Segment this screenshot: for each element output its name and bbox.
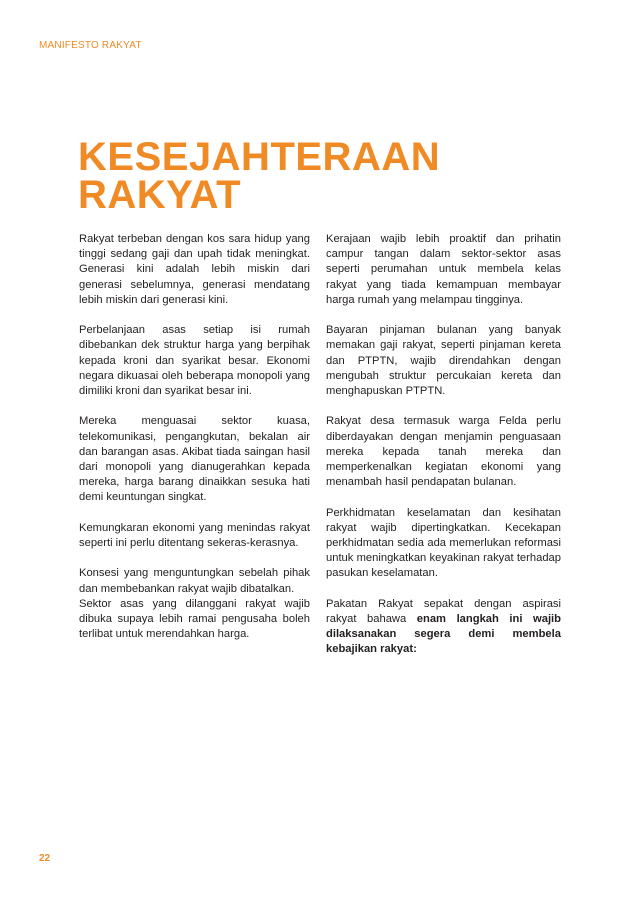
page-number: 22: [39, 853, 51, 864]
paragraph: Perkhidmatan keselamatan dan kesihatan rakyat wajib dipertingkatkan. Kecekapan perkhidmatan sedia ada memerlukan reformasi untuk meningkatkan keyakinan rakyat terhadap pasukan keselamatan.: [326, 506, 561, 580]
page-title-line-1: KESEJAHTERAAN: [78, 135, 441, 179]
paragraph: Rakyat desa termasuk warga Felda perlu diberdayakan dengan menjamin penguasaan mereka kepada tanah mereka dan memperkenalkan kegiatan ekonomi yang menambah hasil pendapatan bulanan.: [326, 415, 561, 489]
closing-intro: Pakatan Rakyat sepakat dengan aspirasi rakyat bahawa: [326, 597, 561, 626]
paragraph: Kemungkaran ekonomi yang menindas rakyat seperti ini perlu ditentang sekeras-kerasnya.: [79, 521, 310, 550]
left-column: [79, 232, 310, 658]
closing-paragraph: [326, 597, 561, 658]
closing-emphasis: enam langkah ini wajib dilaksanakan segera demi membela kebajikan rakyat:: [326, 613, 561, 656]
running-header: MANIFESTO RAKYAT: [39, 40, 142, 51]
page-title: [78, 135, 498, 217]
right-column: [326, 232, 561, 673]
paragraph: Sektor asas yang dilanggani rakyat wajib dibuka supaya lebih ramai pengusaha boleh terlibat untuk merendahkan harga.: [79, 597, 310, 641]
paragraph: Rakyat terbeban dengan kos sara hidup yang tinggi sedang gaji dan upah tidak meningkat. Generasi kini adalah lebih miskin dari generasi sebelumnya, generasi mendatang lebih miskin dari generasi kini.: [79, 233, 310, 306]
paragraph: Perbelanjaan asas setiap isi rumah dibebankan dek struktur harga yang berpihak kepada kroni dan syarikat besar. Ekonomi negara dikuasai oleh beberapa monopoli yang dimiliki kroni dan syarikat besar ini.: [79, 324, 310, 398]
paragraph: Konsesi yang menguntungkan sebelah pihak dan membebankan rakyat wajib dibatalkan.: [79, 567, 310, 595]
paragraph: Kerajaan wajib lebih proaktif dan prihatin campur tangan dalam sektor-sektor asas seperti perumahan untuk membela kelas rakyat yang tiada kemampuan membayar harga rumah yang melampau tingginya.: [326, 233, 561, 306]
page-title-line-2: RAKYAT: [78, 173, 242, 217]
paragraph: Bayaran pinjaman bulanan yang banyak memakan gaji rakyat, seperti pinjaman kereta dan PTPTN, wajib direndahkan dengan mengubah struktur percukaian kereta dan menghapuskan PTPTN.: [326, 324, 561, 398]
paragraph: Mereka menguasai sektor kuasa, telekomunikasi, pengangkutan, bekalan air dan barangan asas. Akibat tiada saingan hasil dari monopoli yang dianugerahkan kepada mereka, harga barang dinaikkan sesuka hati demi keuntungan singkat.: [79, 415, 310, 504]
